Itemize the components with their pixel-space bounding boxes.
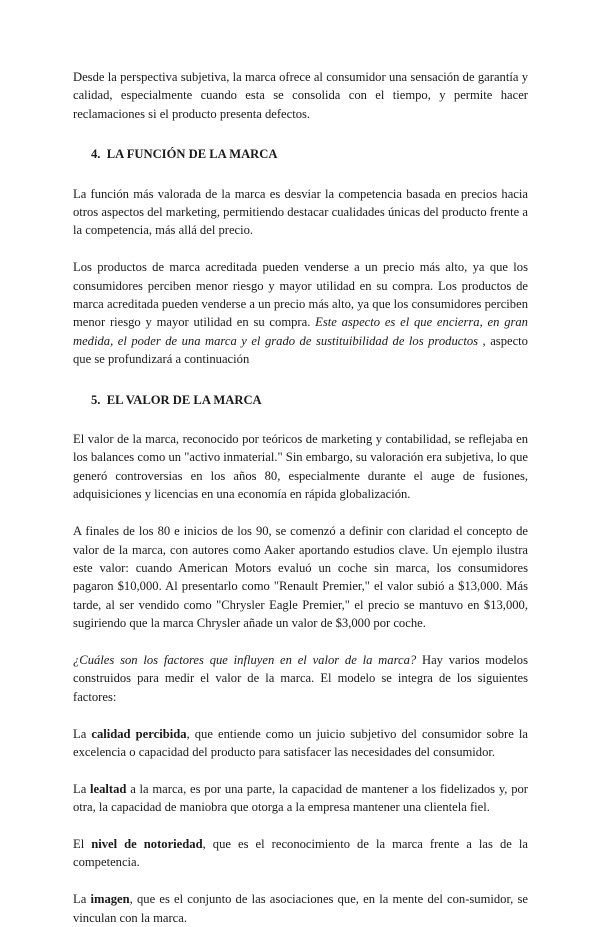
f3-bold: nivel de notoriedad — [91, 836, 203, 851]
s5-p3-rest: Hay varios modelos construidos para medir el valor de la marca. El modelo se integra de los siguientes factores: — [73, 652, 528, 704]
s4-p2-text-a: Los productos de marca acreditada pueden venderse a un precio más alto, ya que los consumidores perciben menor riesgo y mayor utilidad en su compra. Los productos de marca acreditada pueden venderse a un precio más alto, ya que los consumidores perciben menor riesgo y mayor utilidad en su compra. — [73, 260, 528, 330]
s4-p2-text-b: , aspecto que se profundizará a continuación — [73, 333, 528, 367]
document-page — [73, 68, 528, 927]
section-5-heading: 5. EL VALOR DE LA MARCA — [91, 392, 262, 407]
f2-bold: lealtad — [90, 781, 127, 796]
section-5-paragraph-3 — [73, 651, 528, 706]
f4-pre: La — [73, 892, 91, 907]
s5-p3-question: ¿Cuáles son los factores que influyen en el valor de la marca? — [73, 652, 417, 667]
factor-imagen — [73, 890, 528, 927]
f3-pre: El — [73, 836, 92, 851]
f4-rest: , que es el conjunto de las asociaciones que, en la mente del con-sumidor, se vinculan con la marca. — [73, 892, 528, 925]
factor-calidad — [73, 725, 528, 762]
f2-rest: a la marca, es por una parte, la capacidad de mantener a los fidelizados y, por otra, la capacidad de maniobra que otorga a la empresa mantener una clientela fiel. — [73, 781, 529, 815]
section-4-paragraph-2 — [73, 258, 528, 368]
section-4-paragraph-1: La función más valorada de la marca es desviar la competencia basada en precios hacia otros aspectos del marketing, permitiendo destacar cualidades únicas del producto frente a la competencia, más allá del precio. — [73, 186, 528, 238]
f1-rest: , que entiende como un juicio subjetivo del consumidor sobre la excelencia o capacidad del producto para satisfacer las necesidades del consumidor. — [73, 726, 528, 759]
section-5-paragraph-1: El valor de la marca, reconocido por teóricos de marketing y contabilidad, se reflejaba en los balances como un "activo inmaterial." Sin embargo, su valoración era subjetiva, lo que generó controversias en los años 80, especialmente durante el auge de fusiones, adquisiciones y licencias en una economía en rápida globalización. — [73, 432, 528, 502]
f1-pre: La — [73, 726, 92, 741]
factor-lealtad — [73, 780, 528, 817]
s4-p2-italic: Este aspecto es el que encierra, en gran medida, el poder de una marca y el grado de sustituibilidad de los productos — [73, 315, 528, 348]
section-4-heading: 4. LA FUNCIÓN DE LA MARCA — [91, 147, 278, 162]
f3-rest: , que es el reconocimiento de la marca frente a las de la competencia. — [73, 836, 528, 870]
f1-bold: calidad percibida — [91, 726, 187, 741]
f4-bold: imagen — [90, 892, 130, 907]
section-5-paragraph-2: A finales de los 80 e inicios de los 90, se comenzó a definir con claridad el concepto de valor de la marca, con autores como Aaker aportando estudios clave. Un ejemplo ilustra este valor: cuando American Motors evaluó un coche sin marca, los consumidores pagaron $10,000. Al presentarlo como "Renault Premier," el valor subió a $13,000. Más tarde, al ser vendido como "Chrysler Eagle Premier," el precio se mantuvo en $13,000, sugiriendo que la marca Chrysler añade un valor de $3,000 por coche. — [73, 524, 528, 631]
f2-pre: La — [73, 781, 91, 796]
intro-paragraph: Desde la perspectiva subjetiva, la marca ofrece al consumidor una sensación de garantía y calidad, especialmente cuando esta se consolida con el tiempo, y permite hacer reclamaciones si el producto presenta defectos. — [73, 70, 528, 121]
factor-notoriedad — [73, 835, 528, 872]
